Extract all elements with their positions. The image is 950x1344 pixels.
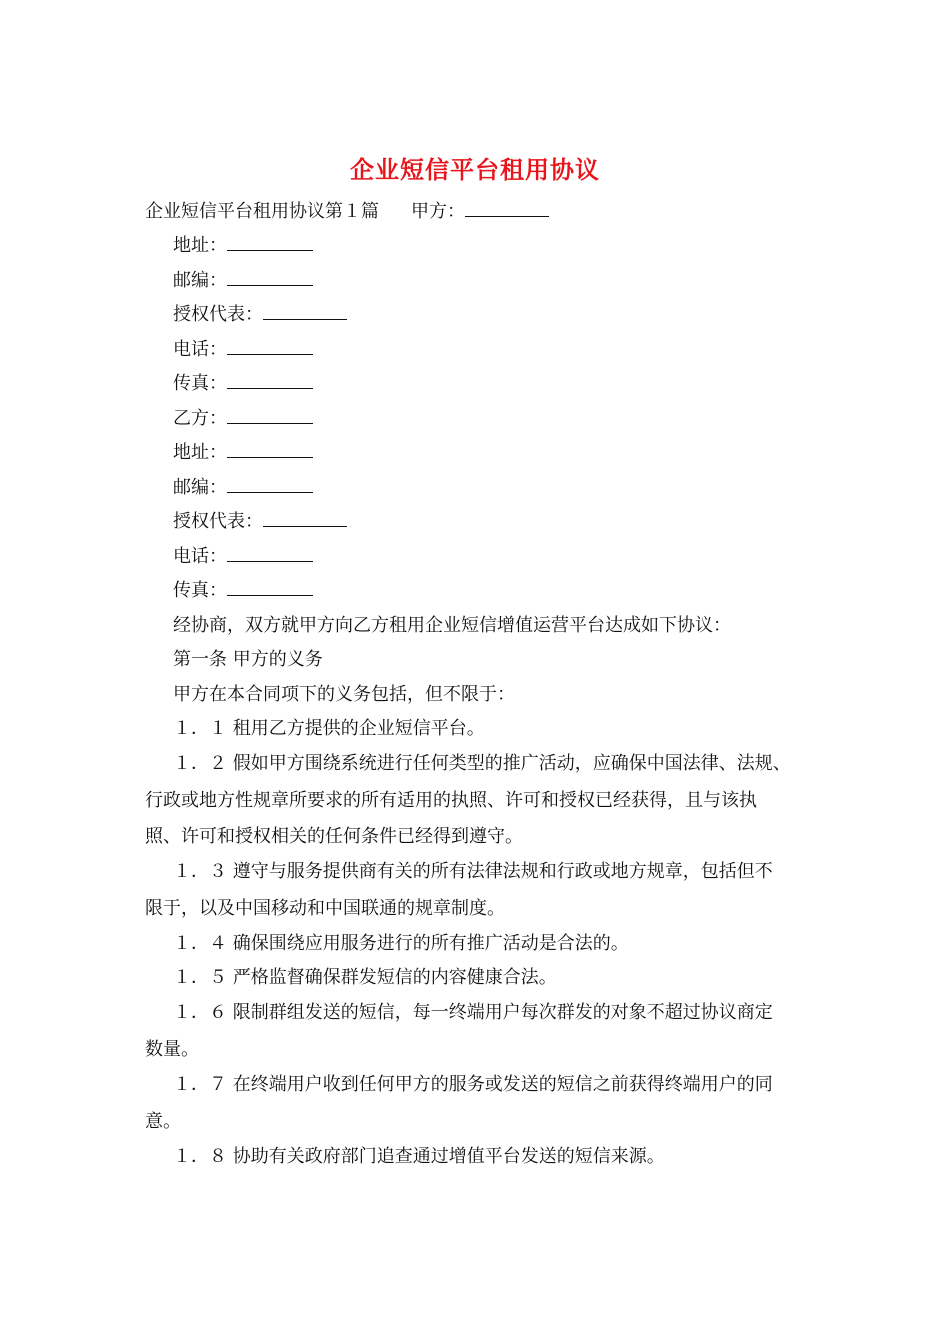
intro-paragraph: 经协商，双方就甲方向乙方租用企业短信增值运营平台达成如下协议：	[173, 615, 731, 636]
party-b-address	[173, 441, 313, 465]
item-line: 行政或地方性规章所要求的所有适用的执照、许可和授权已经获得，且与该执	[145, 790, 757, 811]
item-line: １．７ 在终端用户收到任何甲方的服务或发送的短信之前获得终端用户的同	[173, 1074, 773, 1095]
party-b-representative	[173, 510, 347, 534]
item-line: 数量。	[145, 1039, 199, 1060]
party-b-postcode	[173, 476, 313, 500]
field-label: 邮编：	[173, 477, 227, 498]
field-blank	[227, 338, 313, 355]
item-line: １．６ 限制群组发送的短信，每一终端用户每次群发的对象不超过协议商定	[173, 1002, 773, 1023]
item-line: １．４ 确保围绕应用服务进行的所有推广活动是合法的。	[173, 933, 629, 954]
field-label: 传真：	[173, 373, 227, 394]
field-label: 电话：	[173, 546, 227, 567]
party-a-blank	[465, 200, 549, 217]
field-blank	[263, 510, 347, 527]
field-label: 地址：	[173, 442, 227, 463]
field-blank	[227, 372, 313, 389]
party-a-address	[173, 234, 313, 258]
item-line: 意。	[145, 1111, 181, 1132]
document-title: 企业短信平台租用协议	[350, 155, 600, 184]
field-label: 传真：	[173, 580, 227, 601]
field-blank	[227, 545, 313, 562]
field-blank	[227, 441, 313, 458]
field-blank	[227, 234, 313, 251]
party-b-label: 乙方：	[173, 408, 227, 429]
article-title: 第一条 甲方的义务	[173, 649, 323, 670]
party-a-fax	[173, 372, 313, 396]
party-a-label: 甲方：	[411, 201, 465, 222]
field-label: 电话：	[173, 339, 227, 360]
field-blank	[227, 269, 313, 286]
item-line: 限于，以及中国移动和中国联通的规章制度。	[145, 898, 505, 919]
item-line: １．１ 租用乙方提供的企业短信平台。	[173, 718, 485, 739]
item-line: 照、许可和授权相关的任何条件已经得到遵守。	[145, 826, 523, 847]
field-blank	[227, 407, 313, 424]
party-a-representative	[173, 303, 347, 327]
party-b-fax	[173, 579, 313, 603]
party-a-postcode	[173, 269, 313, 293]
field-blank	[227, 476, 313, 493]
party-b-line	[173, 407, 313, 431]
field-label: 地址：	[173, 235, 227, 256]
header-text: 企业短信平台租用协议第１篇	[145, 201, 379, 222]
field-blank	[263, 303, 347, 320]
item-line: １．２ 假如甲方围绕系统进行任何类型的推广活动，应确保中国法律、法规、	[173, 753, 791, 774]
party-b-phone	[173, 545, 313, 569]
field-label: 邮编：	[173, 270, 227, 291]
item-line: １．３ 遵守与服务提供商有关的所有法律法规和行政或地方规章，包括但不	[173, 861, 773, 882]
header-line	[145, 200, 549, 224]
field-label: 授权代表：	[173, 511, 263, 532]
field-label: 授权代表：	[173, 304, 263, 325]
party-a-phone	[173, 338, 313, 362]
item-line: １．５ 严格监督确保群发短信的内容健康合法。	[173, 967, 557, 988]
article-lead: 甲方在本合同项下的义务包括，但不限于：	[173, 684, 515, 705]
item-line: １．８ 协助有关政府部门追查通过增值平台发送的短信来源。	[173, 1146, 665, 1167]
field-blank	[227, 579, 313, 596]
